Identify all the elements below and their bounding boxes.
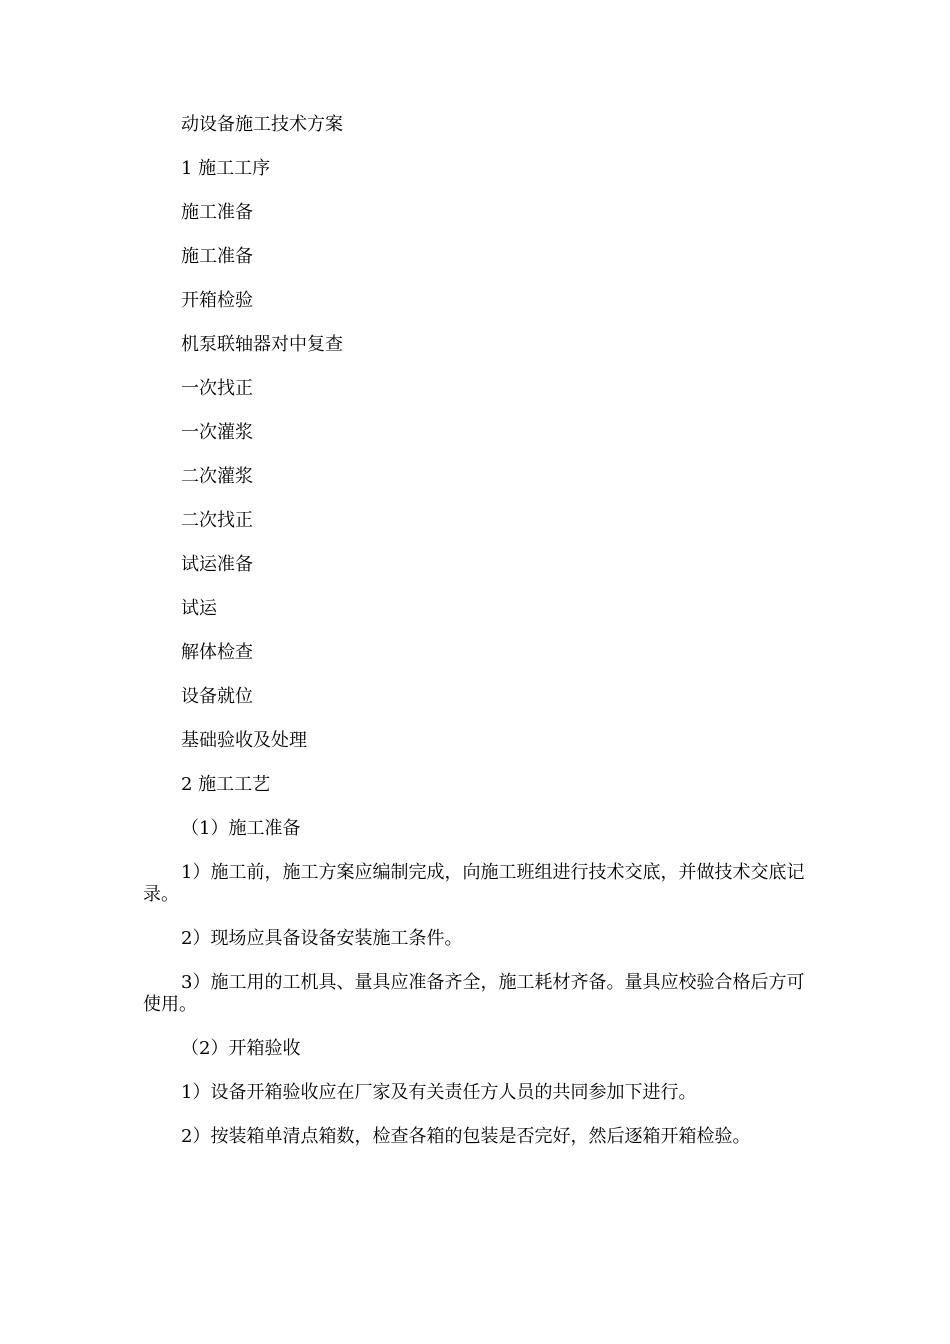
document-body [143,114,807,1170]
process-step: 设备就位 [181,686,253,707]
process-step: 试运准备 [181,554,253,575]
body-paragraph: 3）施工用的工机具、量具应准备齐全，施工耗材齐备。量具应校验合格后方可使用。 [143,972,805,1015]
process-step: 二次灌浆 [181,466,253,487]
body-paragraph: 1）设备开箱验收应在厂家及有关责任方人员的共同参加下进行。 [181,1082,697,1103]
subsection-heading: （1）施工准备 [181,818,301,839]
body-paragraph: 2）现场应具备设备安装施工条件。 [181,928,463,949]
body-paragraph: 1）施工前，施工方案应编制完成，向施工班组进行技术交底，并做技术交底记录。 [143,862,805,905]
process-step: 一次找正 [181,378,253,399]
process-step: 开箱检验 [181,290,253,311]
process-step: 施工准备 [181,246,253,267]
process-step: 二次找正 [181,510,253,531]
subsection-heading: （2）开箱验收 [181,1038,301,1059]
process-step: 一次灌浆 [181,422,253,443]
process-step: 基础验收及处理 [181,730,307,751]
process-step: 解体检查 [181,642,253,663]
body-paragraph: 2）按装箱单清点箱数，检查各箱的包装是否完好，然后逐箱开箱检验。 [181,1126,751,1147]
process-step: 试运 [181,598,217,619]
section-heading-1: 1 施工工序 [181,158,271,179]
process-step: 机泵联轴器对中复查 [181,334,343,355]
document-title: 动设备施工技术方案 [181,114,343,135]
process-step: 施工准备 [181,202,253,223]
section-heading-2: 2 施工工艺 [181,774,271,795]
